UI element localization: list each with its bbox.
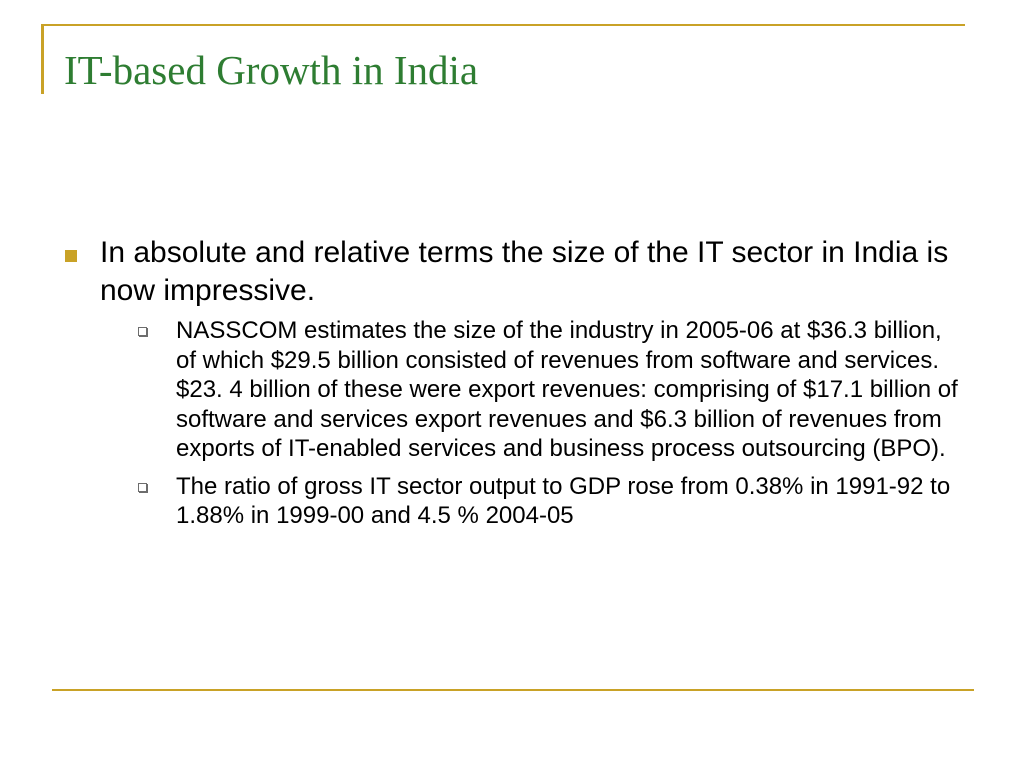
square-bullet-icon xyxy=(65,250,77,262)
sub-bullet-item xyxy=(100,316,962,464)
bullet-item xyxy=(62,234,962,531)
hollow-square-bullet-icon xyxy=(138,327,147,336)
bottom-horizontal-rule xyxy=(52,689,974,691)
slide-body xyxy=(62,234,962,539)
hollow-square-bullet-icon xyxy=(138,483,147,492)
sub-bullet-list xyxy=(100,316,962,531)
sub-bullet-item xyxy=(100,472,962,531)
slide-title: IT-based Growth in India xyxy=(64,47,479,93)
sub-bullet-text: The ratio of gross IT sector output to GDP rose from 0.38% in 1991-92 to 1.88% in 1999-00 and 4.5 % 2004-05 xyxy=(176,472,951,529)
top-horizontal-rule xyxy=(41,24,965,26)
top-left-vertical-rule xyxy=(41,24,44,94)
sub-bullet-text: NASSCOM estimates the size of the industry in 2005-06 at $36.3 billion, of which $29.5 billion consisted of revenues from software and services. $23. 4 billion of these were export revenues: comprising of $17.1 billion of software and services export revenues and $6.3 billion of revenues from exports of IT-enabled services and business process outsourcing (BPO). xyxy=(176,317,958,462)
bullet-text: In absolute and relative terms the size of the IT sector in India is now impressive. xyxy=(100,236,949,307)
